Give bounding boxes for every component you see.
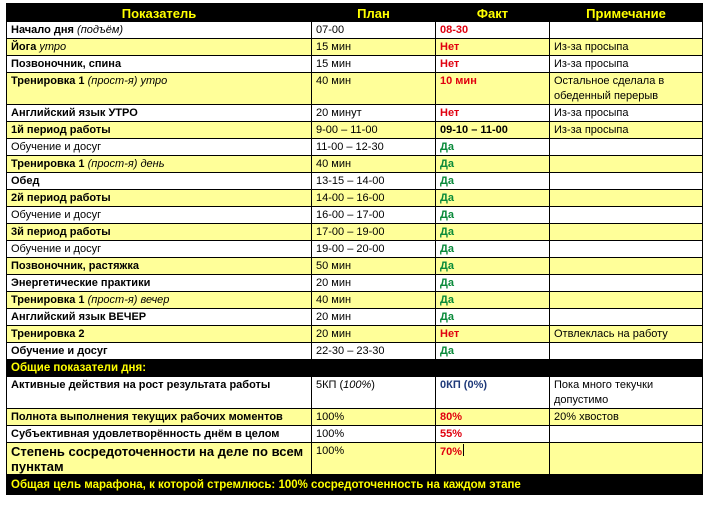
fact-cell: Нет [436, 326, 550, 343]
fact-cell: Да [436, 309, 550, 326]
indicator-cell [7, 309, 312, 326]
plan-cell: 20 минут [312, 105, 436, 122]
header-indicator: Показатель [7, 4, 312, 22]
summary-fact-cell[interactable] [436, 443, 550, 475]
plan-cell: 20 мин [312, 309, 436, 326]
header-plan: План [312, 4, 436, 22]
fact-cell: Да [436, 173, 550, 190]
indicator-cell [7, 224, 312, 241]
plan-cell: 40 мин [312, 73, 436, 105]
plan-cell: 40 мин [312, 156, 436, 173]
note-cell [550, 292, 703, 309]
indicator-label: Английский язык ВЕЧЕР [11, 311, 147, 323]
table-row [7, 224, 703, 241]
summary-plan-text: 5КП ( [316, 379, 344, 391]
fact-cell: Да [436, 292, 550, 309]
note-cell [550, 139, 703, 156]
indicator-label: Позвоночник, растяжка [11, 260, 139, 272]
indicator-label: Обучение и досуг [11, 345, 108, 357]
plan-cell: 20 мин [312, 275, 436, 292]
table-row [7, 207, 703, 224]
table-row [7, 190, 703, 207]
table-row [7, 73, 703, 105]
indicator-cell: Обучение и досуг [7, 139, 312, 156]
summary-indicator: Активные действия на рост результата работы [7, 377, 312, 409]
indicator-label: 2й период работы [11, 192, 111, 204]
fact-cell: Да [436, 207, 550, 224]
note-cell: Отвлеклась на работу [550, 326, 703, 343]
indicator-cell [7, 105, 312, 122]
fact-cell: Нет [436, 39, 550, 56]
indicator-label: Позвоночник, спина [11, 58, 122, 70]
table-row [7, 56, 703, 73]
indicator-label: Тренировка 1 [11, 294, 85, 306]
plan-cell: 20 мин [312, 326, 436, 343]
note-cell [550, 207, 703, 224]
table-row [7, 326, 703, 343]
fact-cell: Да [436, 139, 550, 156]
summary-title: Общие показатели дня: [7, 360, 703, 377]
table-row [7, 241, 703, 258]
summary-indicator: Полнота выполнения текущих рабочих моментов [7, 409, 312, 426]
indicator-cell: Обучение и досуг [7, 241, 312, 258]
goal-row [7, 475, 703, 495]
indicator-qualifier: (прост-я) вечер [84, 294, 170, 306]
fact-cell: Нет [436, 105, 550, 122]
plan-cell: 9-00 – 11-00 [312, 122, 436, 139]
summary-note: Пока много текучки допустимо [550, 377, 703, 409]
text-cursor [463, 444, 464, 456]
table-header-row [7, 4, 703, 22]
table-row [7, 309, 703, 326]
indicator-cell [7, 122, 312, 139]
indicator-cell [7, 22, 312, 39]
note-cell [550, 22, 703, 39]
indicator-cell [7, 292, 312, 309]
note-cell [550, 190, 703, 207]
plan-cell: 19-00 – 20-00 [312, 241, 436, 258]
note-cell [550, 173, 703, 190]
note-cell [550, 224, 703, 241]
indicator-qualifier: (прост-я) день [84, 158, 165, 170]
indicator-cell [7, 190, 312, 207]
table-row [7, 292, 703, 309]
fact-cell: Да [436, 343, 550, 360]
note-cell: Из-за просыпа [550, 122, 703, 139]
plan-cell: 40 мин [312, 292, 436, 309]
fact-cell: Да [436, 156, 550, 173]
indicator-cell [7, 173, 312, 190]
summary-fact: 0КП (0%) [436, 377, 550, 409]
indicator-label: Обед [11, 175, 40, 187]
table-row [7, 22, 703, 39]
indicator-cell [7, 326, 312, 343]
plan-cell: 15 мин [312, 56, 436, 73]
summary-section-header [7, 360, 703, 377]
indicator-cell [7, 343, 312, 360]
summary-indicator: Степень сосредоточенности на деле по всем пунктам [7, 443, 312, 475]
summary-row [7, 409, 703, 426]
summary-row [7, 443, 703, 475]
indicator-label: Энергетические практики [11, 277, 151, 289]
table-row [7, 258, 703, 275]
header-note: Примечание [550, 4, 703, 22]
table-row [7, 139, 703, 156]
fact-cell: Да [436, 275, 550, 292]
table-row [7, 173, 703, 190]
summary-row [7, 377, 703, 409]
indicator-cell [7, 56, 312, 73]
indicator-label: Английский язык УТРО [11, 107, 138, 119]
note-cell [550, 258, 703, 275]
plan-cell: 15 мин [312, 39, 436, 56]
plan-cell: 16-00 – 17-00 [312, 207, 436, 224]
summary-plan: 100% [312, 443, 436, 475]
note-cell: Из-за просыпа [550, 105, 703, 122]
note-cell [550, 241, 703, 258]
table-row [7, 275, 703, 292]
plan-cell: 17-00 – 19-00 [312, 224, 436, 241]
summary-plan-percent: 100% [343, 379, 372, 391]
marathon-goal: Общая цель марафона, к которой стремлюсь: 100% сосредоточенность на каждом этапе [7, 475, 703, 495]
indicator-qualifier: (подъём) [73, 24, 124, 36]
indicator-cell [7, 258, 312, 275]
summary-indicator: Субъективная удовлетворённость днём в целом [7, 426, 312, 443]
indicator-label: Тренировка 1 [11, 75, 85, 87]
note-cell: Из-за просыпа [550, 56, 703, 73]
fact-cell: 10 мин [436, 73, 550, 105]
indicator-label: Тренировка 2 [11, 328, 85, 340]
note-cell [550, 275, 703, 292]
summary-fact: 80% [436, 409, 550, 426]
summary-plan-end: ) [371, 379, 375, 391]
fact-cell: Да [436, 258, 550, 275]
indicator-cell [7, 275, 312, 292]
summary-note [550, 426, 703, 443]
plan-cell: 13-15 – 14-00 [312, 173, 436, 190]
summary-note [550, 443, 703, 475]
note-cell [550, 156, 703, 173]
plan-cell: 50 мин [312, 258, 436, 275]
plan-cell: 11-00 – 12-30 [312, 139, 436, 156]
table-row [7, 105, 703, 122]
plan-cell: 14-00 – 16-00 [312, 190, 436, 207]
summary-note: 20% хвостов [550, 409, 703, 426]
indicator-cell [7, 73, 312, 105]
indicator-qualifier: (прост-я) утро [84, 75, 168, 87]
note-cell [550, 309, 703, 326]
indicator-cell [7, 156, 312, 173]
summary-plan: 100% [312, 426, 436, 443]
table-row [7, 39, 703, 56]
summary-plan: 100% [312, 409, 436, 426]
table-row [7, 343, 703, 360]
indicator-label: Начало дня [11, 24, 74, 36]
summary-fact: 55% [436, 426, 550, 443]
summary-row [7, 426, 703, 443]
indicator-qualifier: утро [36, 41, 67, 53]
summary-plan [312, 377, 436, 409]
indicator-label: 3й период работы [11, 226, 111, 238]
note-cell [550, 343, 703, 360]
indicator-cell [7, 39, 312, 56]
indicator-label: Тренировка 1 [11, 158, 85, 170]
fact-cell: Да [436, 224, 550, 241]
fact-cell: Нет [436, 56, 550, 73]
note-cell: Остальное сделала в обеденный перерыв [550, 73, 703, 105]
plan-cell: 07-00 [312, 22, 436, 39]
table-row [7, 156, 703, 173]
fact-cell: 08-30 [436, 22, 550, 39]
table-row [7, 122, 703, 139]
fact-cell: 09-10 – 11-00 [436, 122, 550, 139]
note-cell: Из-за просыпа [550, 39, 703, 56]
header-fact: Факт [436, 4, 550, 22]
indicator-label: 1й период работы [11, 124, 111, 136]
plan-cell: 22-30 – 23-30 [312, 343, 436, 360]
fact-cell: Да [436, 241, 550, 258]
indicator-label: Йога [11, 41, 37, 53]
daily-schedule-table [6, 3, 703, 495]
indicator-cell: Обучение и досуг [7, 207, 312, 224]
summary-fact: 70% [440, 446, 463, 458]
fact-cell: Да [436, 190, 550, 207]
